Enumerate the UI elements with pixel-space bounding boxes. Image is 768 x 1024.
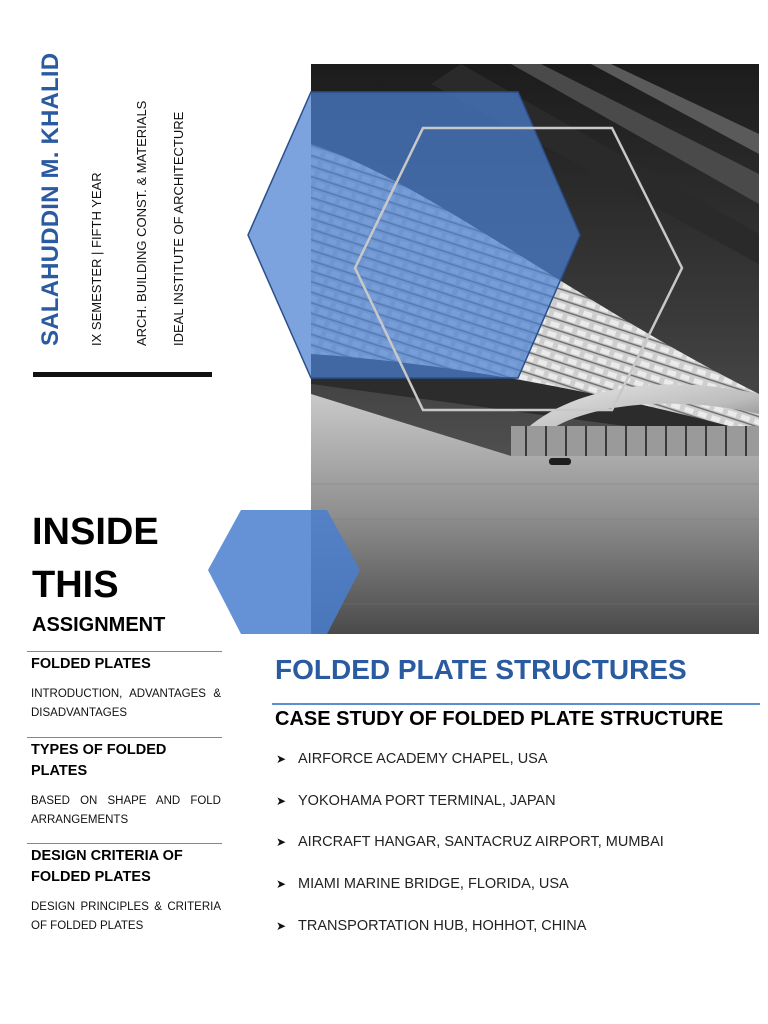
inside-heading-line1: INSIDE [32,511,159,553]
case-study-label: MIAMI MARINE BRIDGE, FLORIDA, USA [298,876,569,892]
toc-description: DESIGN PRINCIPLES & CRITERIA OF FOLDED PLATES [31,901,221,932]
case-study-label: AIRFORCE ACADEMY CHAPEL, USA [298,751,548,767]
case-study-label: AIRCRAFT HANGAR, SANTACRUZ AIRPORT, MUMBAI [298,834,664,850]
arrow-bullet-icon: ➤ [276,794,287,808]
toc-description: INTRODUCTION, ADVANTAGES & DISADVANTAGES [31,688,221,719]
document-title: FOLDED PLATE STRUCTURES [275,654,687,685]
arrow-bullet-icon: ➤ [276,752,287,766]
arrow-bullet-icon: ➤ [276,835,287,849]
toc-heading: TYPES OF FOLDED PLATES [31,742,167,779]
title-divider [272,703,760,705]
arrow-bullet-icon: ➤ [276,919,287,933]
arrow-bullet-icon: ➤ [276,877,287,891]
case-study-item [276,834,756,854]
author-institute: IDEAL INSTITUTE OF ARCHITECTURE [171,111,186,346]
inside-heading-line2: THIS [32,564,119,606]
case-study-label: TRANSPORTATION HUB, HOHHOT, CHINA [298,918,587,934]
case-study-heading: CASE STUDY OF FOLDED PLATE STRUCTURE [275,708,724,730]
author-semester: IX SEMESTER | FIFTH YEAR [89,172,104,346]
author-divider [33,372,212,377]
author-course: ARCH. BUILDING CONST. & MATERIALS [134,100,149,346]
cover-photo [311,64,759,634]
toc-heading: FOLDED PLATES [31,656,151,672]
toc-divider [27,651,222,652]
case-study-item [276,751,756,771]
case-study-label: YOKOHAMA PORT TERMINAL, JAPAN [298,793,556,809]
toc-description: BASED ON SHAPE AND FOLD ARRANGEMENTS [31,795,221,826]
toc-divider [27,737,222,738]
author-name: SALAHUDDIN M. KHALID [37,52,64,346]
toc-heading: DESIGN CRITERIA OF FOLDED PLATES [31,848,183,885]
case-study-item [276,793,756,813]
inside-heading-line3: ASSIGNMENT [32,614,166,636]
case-study-item [276,918,756,938]
case-study-item [276,876,756,896]
toc-divider [27,843,222,844]
